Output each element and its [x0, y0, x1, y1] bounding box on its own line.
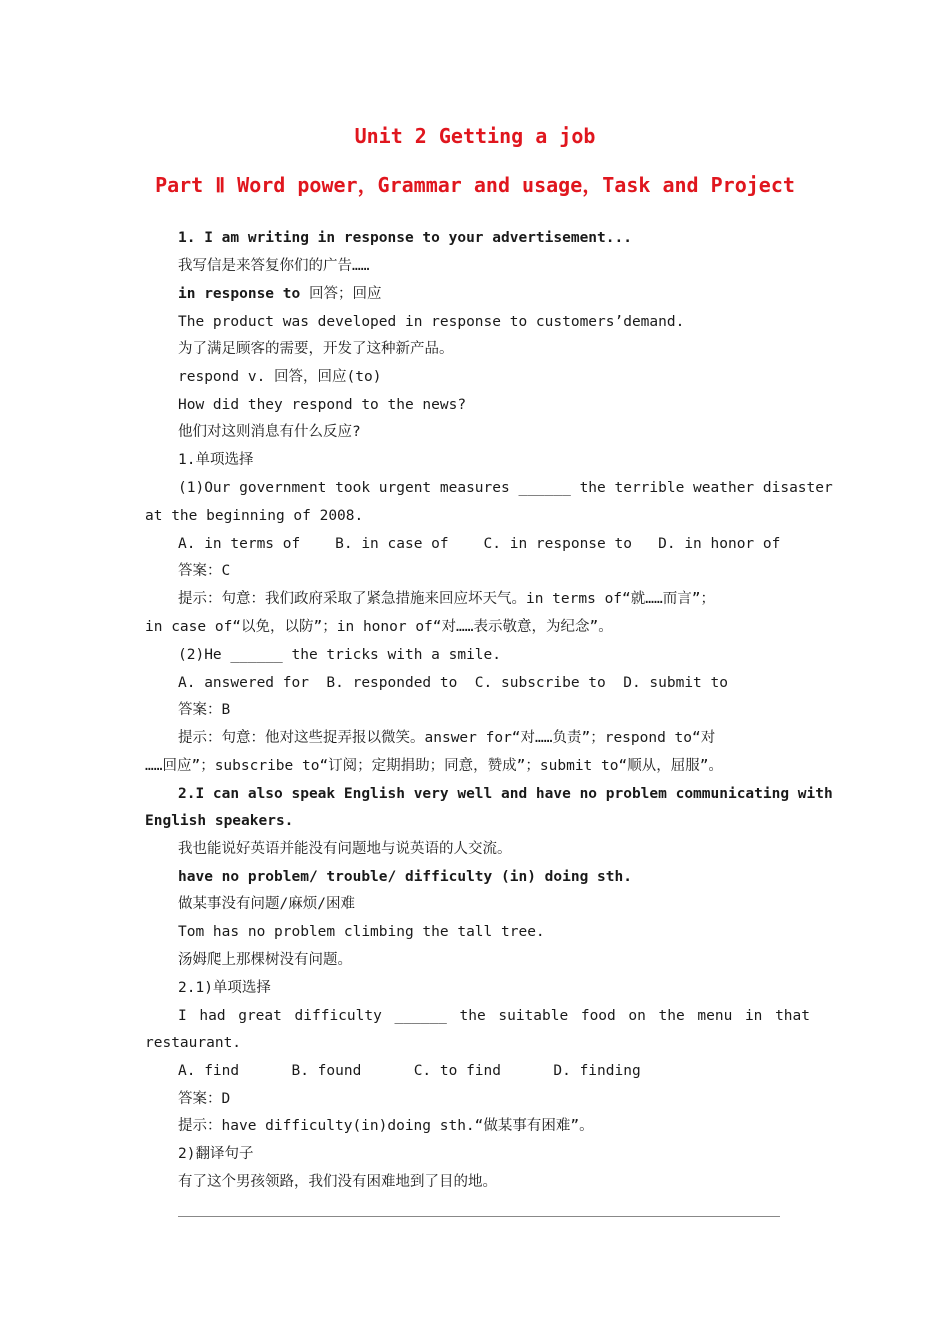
question-1-options: A. in terms of B. in case of C. in response to D. in honor of — [178, 536, 781, 552]
example-translation: 他们对这则消息有什么反应? — [178, 424, 361, 440]
question-1-cont: at the beginning of 2008. — [145, 508, 364, 524]
hint-2-cont: ……回应”；subscribe to“订阅；定期捐助；同意，赞成”；submit to“顺从，屈服”。 — [145, 758, 723, 774]
hint-2: 提示：句意：他对这些捉弄报以微笑。answer for“对……负责”；respond to“对 — [178, 730, 716, 746]
answer-2: 答案：B — [178, 702, 231, 718]
item-2-sentence-cont: English speakers. — [145, 813, 294, 829]
answer-line — [178, 1216, 780, 1217]
phrase-meaning: 回答；回应 — [300, 286, 382, 302]
item-1-sentence: 1. I am writing in response to your advertisement... — [178, 230, 632, 246]
hint-1: 提示：句意：我们政府采取了紧急措施来回应坏天气。in terms of“就……而言”； — [178, 591, 715, 607]
item-2-translation: 我也能说好英语并能没有问题地与说英语的人交流。 — [178, 841, 512, 857]
word-definition: respond v. 回答，回应(to) — [178, 369, 382, 385]
question-2-options: A. answered for B. responded to C. subscribe to D. submit to — [178, 675, 728, 691]
answer-3: 答案：D — [178, 1091, 231, 1107]
phrase-meaning-2: 做某事没有问题/麻烦/困难 — [178, 896, 355, 912]
example-sentence: The product was developed in response to customers’demand. — [178, 314, 685, 330]
translation-prompt: 有了这个男孩领路，我们没有困难地到了目的地。 — [178, 1174, 497, 1190]
hint-3: 提示：have difficulty(in)doing sth.“做某事有困难”。 — [178, 1118, 594, 1134]
item-2-sentence: 2.I can also speak English very well and have no problem communicating with — [178, 786, 833, 802]
question-2: (2)He ______ the tricks with a smile. — [178, 647, 502, 663]
unit-title: Unit 2 Getting a job — [354, 124, 596, 148]
example-translation: 汤姆爬上那棵树没有问题。 — [178, 952, 352, 968]
answer-1: 答案：C — [178, 563, 231, 579]
phrase-line — [178, 284, 843, 304]
example-sentence: Tom has no problem climbing the tall tree. — [178, 924, 545, 940]
question-3-options: A. find B. found C. to find D. finding — [178, 1063, 641, 1079]
exercise-heading: 1.单项选择 — [178, 452, 254, 468]
exercise-heading-2: 2.1)单项选择 — [178, 980, 271, 996]
hint-1-cont: in case of“以免，以防”；in honor of“对……表示敬意，为纪念”。 — [145, 619, 613, 635]
part-subtitle: Part Ⅱ Word power，Grammar and usage，Task and Project — [155, 173, 795, 197]
question-3-cont: restaurant. — [145, 1035, 242, 1051]
phrase-term-2: have no problem/ trouble/ difficulty (in) doing sth. — [178, 869, 632, 885]
item-1-translation: 我写信是来答复你们的广告…… — [178, 258, 370, 274]
phrase-term: in response to — [178, 286, 301, 302]
question-3: I had great difficulty ______ the suitable food on the menu in that — [178, 1008, 810, 1024]
example-translation: 为了满足顾客的需要，开发了这种新产品。 — [178, 341, 454, 357]
question-1: (1)Our government took urgent measures ______ the terrible weather disaster — [178, 480, 833, 496]
example-sentence: How did they respond to the news? — [178, 397, 467, 413]
exercise-heading-3: 2)翻译句子 — [178, 1146, 254, 1162]
